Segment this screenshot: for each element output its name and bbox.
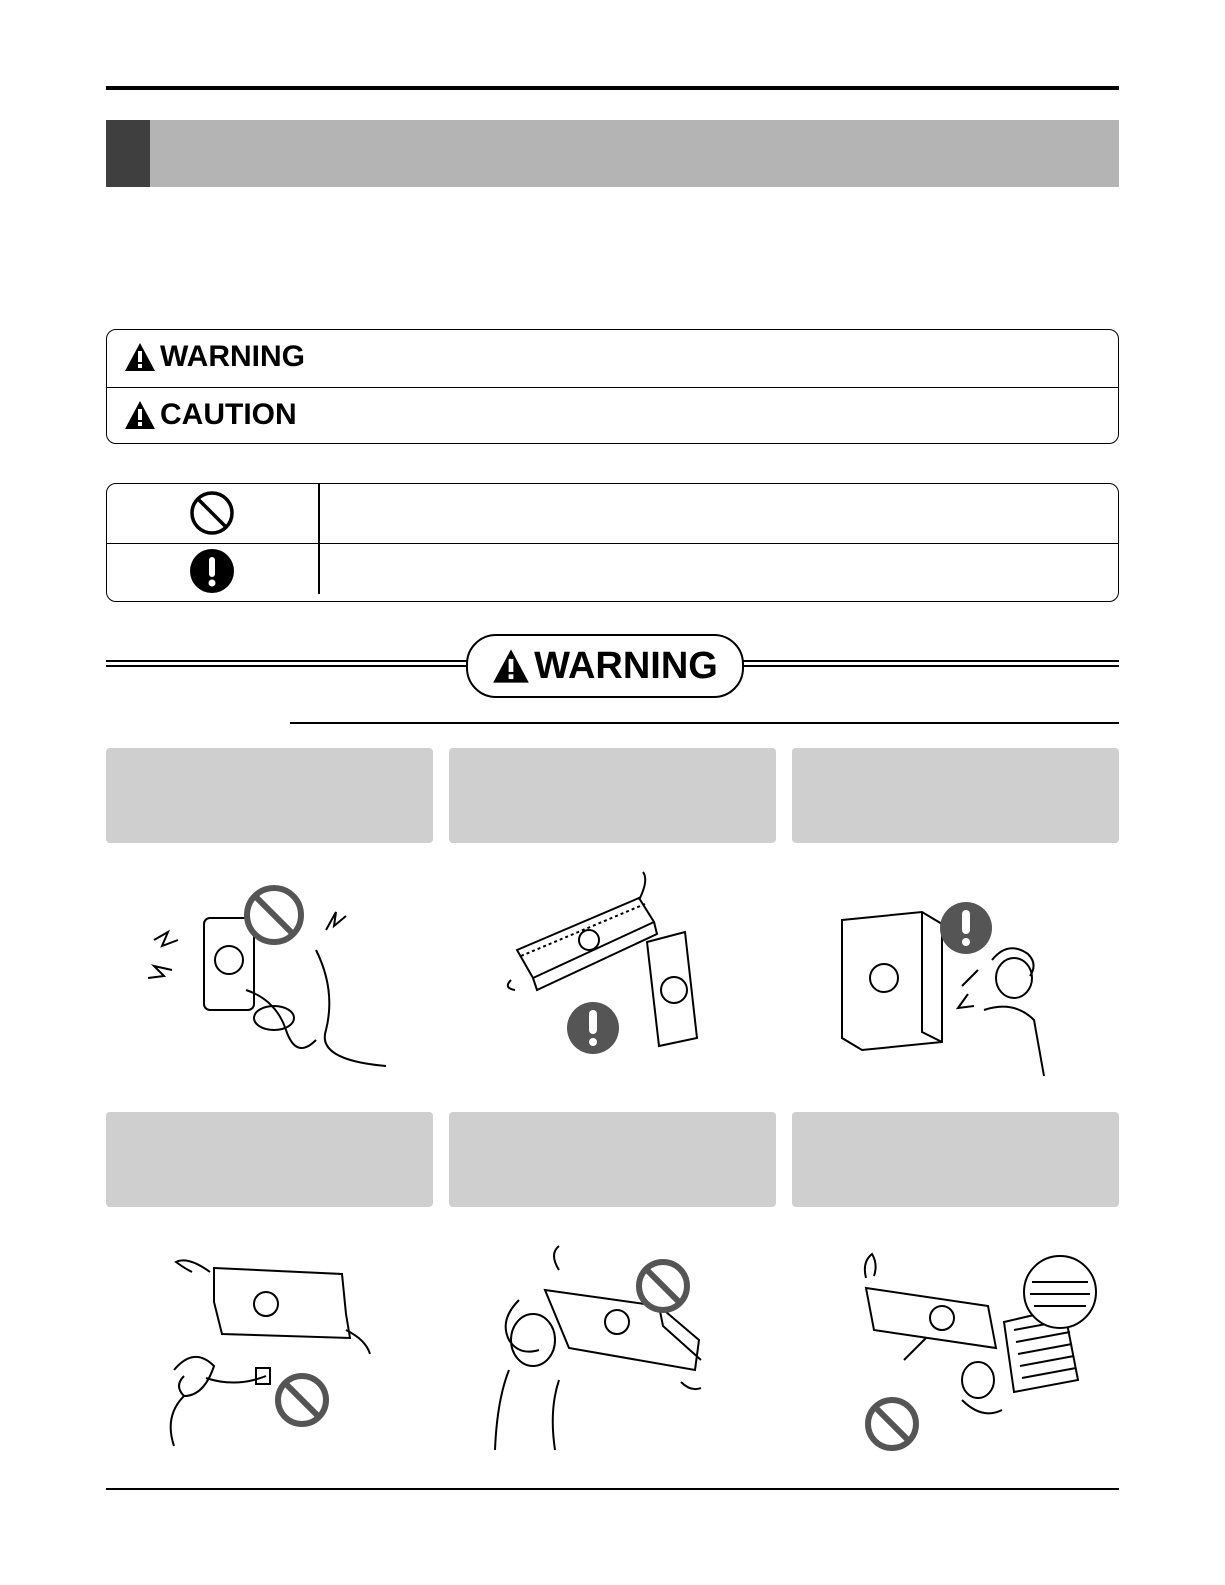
signal-level-label: CAUTION (160, 398, 297, 431)
symbol-row-prohibition (107, 484, 1118, 542)
panel-text (792, 1112, 1119, 1132)
signal-level-row-warning (107, 330, 1118, 386)
mandatory-icon (567, 1002, 619, 1054)
prohibition-icon (639, 1262, 687, 1310)
top-rule (106, 86, 1119, 90)
panel-text (449, 748, 776, 768)
mandatory-icon (940, 902, 992, 954)
prohibition-icon (189, 490, 235, 536)
outdoor-unit-technician-illustration (792, 870, 1119, 1100)
section-title-tab (106, 120, 150, 187)
panel-card (449, 1112, 776, 1207)
double-rule-right (738, 660, 1119, 667)
warning-triangle-icon (124, 342, 156, 372)
panel-card (449, 748, 776, 843)
panel-text (792, 748, 1119, 768)
indoor-unit-dedicated-outlet-illustration (449, 870, 776, 1100)
prohibition-icon (868, 1400, 916, 1448)
signal-level-table (106, 329, 1119, 444)
prohibition-icon (278, 1376, 326, 1424)
mandatory-icon (189, 548, 235, 594)
symbol-row-mandatory (107, 543, 1118, 602)
panel-text (449, 1112, 776, 1132)
panel-text (106, 748, 433, 768)
bottom-rule (106, 1488, 1119, 1490)
warning-badge (466, 634, 744, 698)
panel-card (106, 748, 433, 843)
subheading-rule (290, 722, 1119, 724)
damaged-power-cord-illustration (106, 1230, 433, 1460)
signal-level-label: WARNING (160, 340, 305, 373)
panel-card (792, 1112, 1119, 1207)
section-title-bar (106, 120, 1119, 187)
warning-triangle-icon (492, 648, 530, 684)
panel-text (106, 1112, 433, 1132)
warning-triangle-icon (124, 400, 156, 430)
electrical-outlet-shock-illustration (106, 870, 433, 1100)
panel-card (792, 748, 1119, 843)
double-rule-left (106, 660, 468, 667)
prohibition-icon (247, 888, 301, 942)
panel-card (106, 1112, 433, 1207)
signal-level-row-caution (107, 387, 1118, 444)
symbol-legend-table (106, 483, 1119, 602)
user-disassembly-illustration (449, 1230, 776, 1460)
warning-badge-label: WARNING (534, 644, 718, 687)
outdoor-unit-tampering-illustration (792, 1230, 1119, 1460)
